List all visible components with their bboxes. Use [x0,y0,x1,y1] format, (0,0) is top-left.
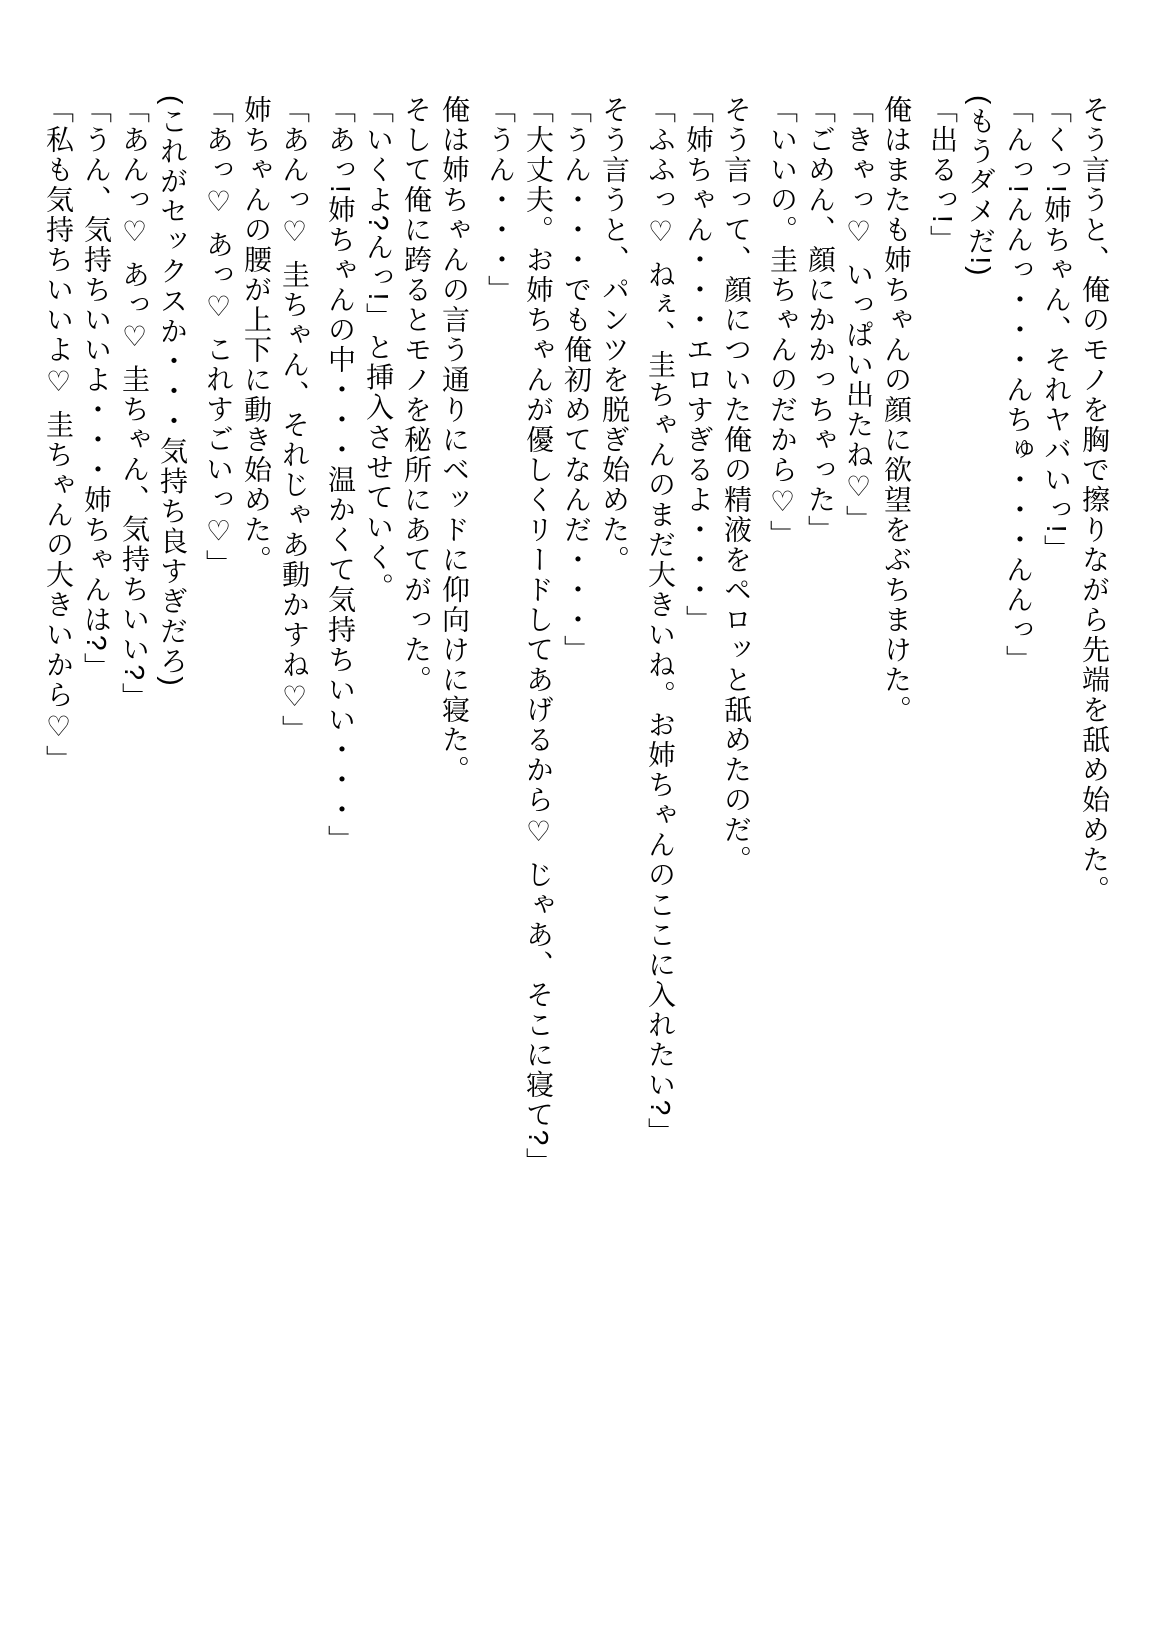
dialogue-line: 「私も気持ちいいよ♡ 圭ちゃんの大きいから♡」 [43,95,74,775]
paragraph [641,95,755,1580]
paragraph [481,95,633,1580]
narration-line: そう言うと、パンツを脱ぎ始めた。 [599,95,630,575]
narration-line: 俺は姉ちゃんの言う通りにベッドに仰向けに寝た。 [439,95,470,785]
narration-line: 姉ちゃんの腰が上下に動き始めた。 [241,95,272,575]
thought-line: (もうダメだ!) [965,95,996,278]
dialogue-line: 「きゃっ♡ いっぱい出たね♡」 [843,95,874,535]
narration-line: そして俺に跨るとモノを秘所にあてがった。 [401,95,432,695]
dialogue-line: 「あっ♡ あっ♡ これすごいっ♡」 [203,95,234,580]
paragraph [39,95,191,1580]
paragraph [923,95,1113,1580]
dialogue-line: 「あっ!姉ちゃんの中・・・温かくて気持ちいい・・・」 [325,95,356,855]
dialogue-line: 「あんっ♡ 圭ちゃん、それじゃあ動かすね♡」 [279,95,310,745]
dialogue-line: 「くっ!姉ちゃん、それヤバいっ!」 [1041,95,1072,565]
dialogue-line: 「んっ!んんっ・・・んちゅ・・・んんっ」 [1003,95,1034,675]
dialogue-line: 「うん・・・でも俺初めてなんだ・・・」 [561,95,592,665]
dialogue-line: 「いいの。圭ちゃんのだから♡」 [767,95,798,550]
narration-line: そう言って、顔についた俺の精液をペロッと舐めたのだ。 [721,95,752,875]
dialogue-line: 「あんっ♡ あっ♡ 圭ちゃん、気持ちいい?」 [119,95,150,713]
dialogue-line: 「ふふっ♡ ねぇ、圭ちゃんのまだ大きいね。お姉ちゃんのここに入れたい?」 [645,95,676,1148]
dialogue-line: 「出るっ!」 [927,95,958,255]
narration-line: 「いくよ?んっ!」と挿入させていく。 [363,95,394,603]
paragraph [763,95,915,1580]
narration-line: 俺はまたも姉ちゃんの顔に欲望をぶちまけた。 [881,95,912,725]
dialogue-line: 「ごめん、顔にかかっちゃった」 [805,95,836,545]
dialogue-line: 「うん、気持ちいいよ・・・姉ちゃんは?」 [81,95,112,683]
paragraph [199,95,313,1580]
dialogue-line: 「うん・・・」 [485,95,516,305]
narration-line: そう言うと、俺のモノを胸で擦りながら先端を舐め始めた。 [1079,95,1110,905]
paragraph [321,95,473,1580]
dialogue-line: 「大丈夫。お姉ちゃんが優しくリードしてあげるから♡ じゃあ、そこに寝て?」 [523,95,554,1178]
thought-line: (これがセックスか・・・気持ち良すぎだろ) [157,95,188,688]
dialogue-line: 「姉ちゃん・・・エロすぎるよ・・・」 [683,95,714,635]
